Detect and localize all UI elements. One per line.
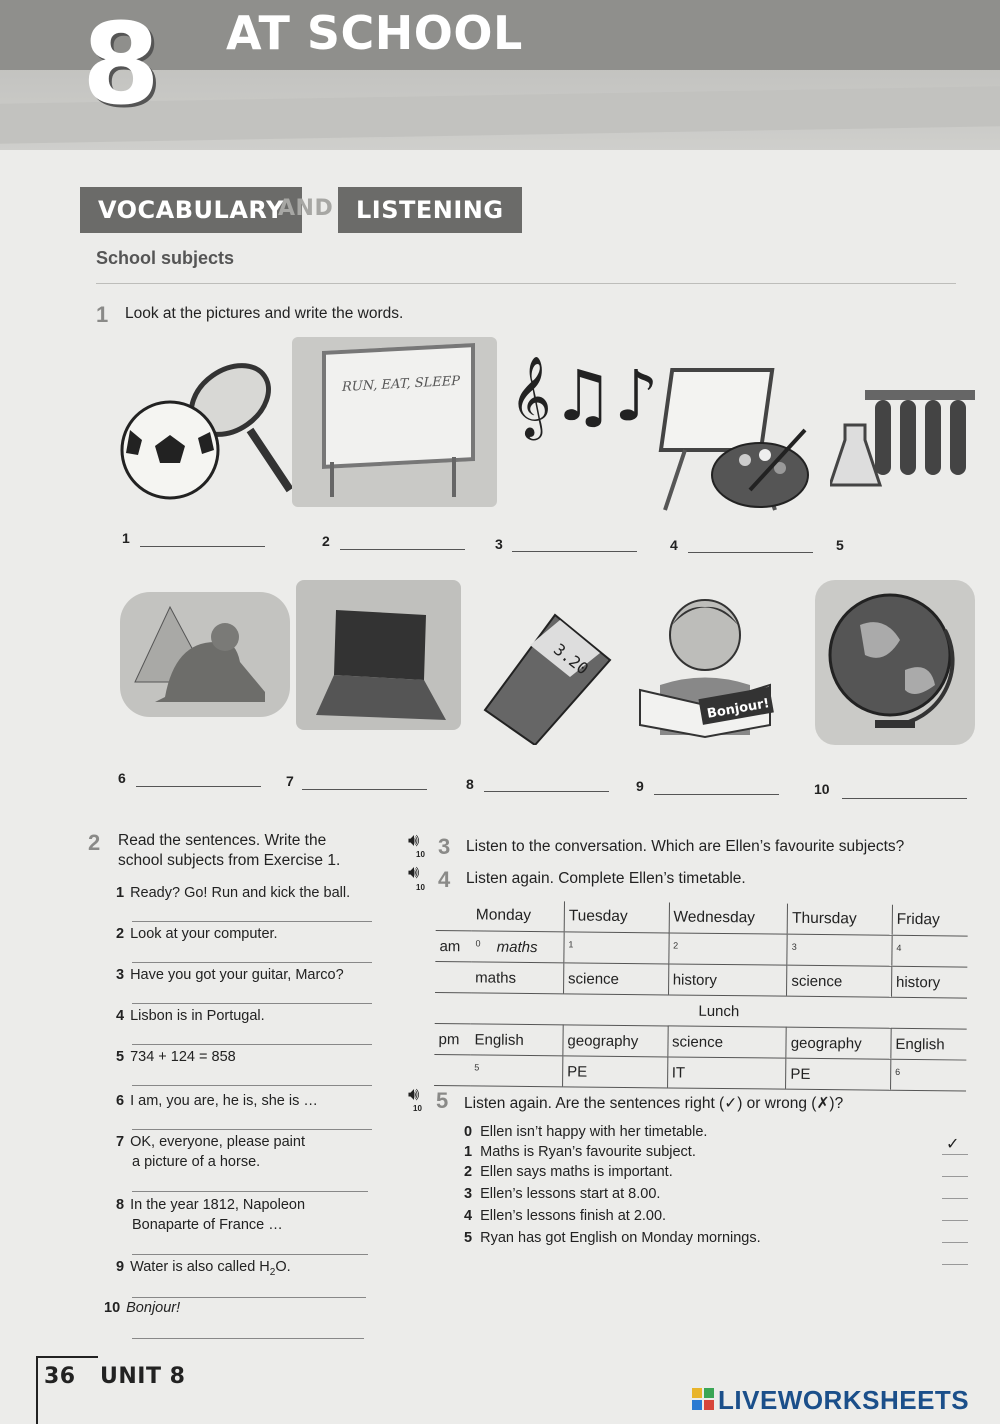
pm-label: pm <box>434 1023 470 1054</box>
ex2-item-9 <box>116 1257 291 1283</box>
timetable-gap-5[interactable]: 5 <box>470 1055 563 1087</box>
ex1-answer-line-9[interactable] <box>654 794 779 795</box>
globe-icon <box>830 595 950 715</box>
unit-number: 8 <box>82 0 161 130</box>
ex5-item-3: 3 Ellen’s lessons start at 8.00. <box>464 1186 661 1202</box>
ex2-answer-line-4[interactable] <box>132 1044 372 1045</box>
ex2-item-text: Look at your computer. <box>130 926 278 942</box>
timetable-cell: English <box>891 1028 967 1060</box>
ex5-answer-0: ✓ <box>946 1136 960 1153</box>
ex2-answer-line-10[interactable] <box>132 1338 364 1339</box>
ex2-item-6 <box>116 1091 318 1111</box>
ex2-item-10 <box>104 1298 180 1318</box>
music-notes-icon: 𝄞♫♪ <box>510 355 659 437</box>
audio-speaker-icon[interactable]: 🔊︎ <box>408 830 420 850</box>
ict-picture <box>296 580 461 730</box>
ex1-number-1: 1 <box>122 530 130 546</box>
timetable <box>434 900 968 1092</box>
ex2-item-number: 7 <box>116 1134 125 1150</box>
ex5-audio-track: 10 <box>413 1104 422 1113</box>
am-label: am <box>435 930 471 961</box>
ex1-number-9: 9 <box>636 778 644 794</box>
whiteboard-text: RUN, EAT, SLEEP <box>342 373 461 395</box>
ex2-instruction-line2: school subjects from Exercise 1. <box>118 852 341 869</box>
section-tag-vocabulary: VOCABULARY <box>80 187 302 233</box>
boy-icon <box>670 600 740 670</box>
ex2-item-text: Ready? Go! Run and kick the ball. <box>130 885 351 901</box>
ex5-item-1: 1 Maths is Ryan’s favourite subject. <box>464 1144 696 1160</box>
timetable-gap-6[interactable]: 6 <box>890 1059 966 1091</box>
ex5-item-4: 4 Ellen’s lessons finish at 2.00. <box>464 1208 667 1224</box>
timetable-gap-2[interactable]: 2 <box>668 933 787 965</box>
timetable-corner <box>436 900 472 931</box>
ex2-item-text: In the year 1812, Napoleon <box>130 1197 306 1213</box>
ex2-item-number: 2 <box>116 926 125 942</box>
section-and: AND <box>278 196 334 221</box>
art-picture <box>655 350 815 520</box>
whiteboard-picture <box>292 337 497 507</box>
ex2-answer-line-7[interactable] <box>132 1191 368 1192</box>
timetable-cell: geography <box>563 1025 668 1057</box>
ex2-item-number: 9 <box>116 1259 125 1275</box>
geography-picture <box>815 580 975 745</box>
ex5-answer-line-4[interactable] <box>942 1242 968 1243</box>
section-tag-listening: LISTENING <box>338 187 522 233</box>
timetable-day: Wednesday <box>669 902 788 934</box>
timetable-cell: geography <box>786 1027 891 1059</box>
ex1-answer-line-7[interactable] <box>302 789 427 790</box>
timetable-lunch: Lunch <box>471 993 967 1029</box>
ex2-item-text: Water is also called H <box>130 1259 270 1275</box>
timetable-cell[interactable]: $^0$ maths <box>471 931 564 963</box>
ex2-item-7 <box>116 1132 305 1172</box>
calculator-display: 3.20 <box>550 639 593 679</box>
laptop-screen-icon <box>334 610 426 680</box>
ex2-item-2 <box>116 924 278 944</box>
ex1-answer-line-8[interactable] <box>484 791 609 792</box>
ex1-number: 1 <box>96 302 109 327</box>
ex1-number-6: 6 <box>118 770 126 786</box>
timetable-cell: maths <box>471 962 564 994</box>
timetable-gap-4[interactable]: 4 <box>892 935 968 967</box>
timetable-cell: English <box>470 1024 563 1056</box>
timetable-example-answer: maths <box>496 938 538 956</box>
ex1-number-3: 3 <box>495 536 503 552</box>
timetable-cell: PE <box>786 1058 891 1090</box>
ex5-item-2: 2 Ellen says maths is important. <box>464 1164 673 1180</box>
timetable-cell: science <box>667 1026 786 1058</box>
unit-title: AT SCHOOL <box>226 6 523 60</box>
section-subtitle: School subjects <box>96 248 235 268</box>
ex4-instruction: Listen again. Complete Ellen’s timetable. <box>466 870 746 887</box>
ex1-answer-line-3[interactable] <box>512 551 637 552</box>
ex3-audio-track: 10 <box>416 850 425 859</box>
ex5-number: 5 <box>436 1088 449 1113</box>
calculator-picture <box>470 605 620 745</box>
ex2-item-text-2: a picture of a horse. <box>132 1154 261 1170</box>
timetable-day: Monday <box>472 900 565 931</box>
h2o-tail: O. <box>275 1259 291 1275</box>
ex1-answer-line-10[interactable] <box>842 798 967 799</box>
watermark: LIVEWORKSHEETS <box>718 1385 970 1415</box>
ex2-item-number: 8 <box>116 1197 125 1213</box>
test-tube-icon <box>875 400 891 475</box>
ex2-item-number: 10 <box>104 1300 121 1316</box>
timetable-cell: history <box>891 966 967 998</box>
timetable-day: Thursday <box>787 904 892 936</box>
ex3-instruction: Listen to the conversation. Which are Ellen’s favourite subjects? <box>466 838 905 855</box>
timetable-cell: science <box>787 965 892 997</box>
ex2-item-3 <box>116 965 344 985</box>
ex1-instruction: Look at the pictures and write the words. <box>125 305 404 322</box>
history-picture <box>115 582 295 722</box>
ex5-answer-line-3[interactable] <box>942 1220 968 1221</box>
ex2-item-text: OK, everyone, please paint <box>130 1134 305 1150</box>
section-divider <box>96 283 956 284</box>
timetable-cell: IT <box>667 1057 786 1089</box>
ex5-answer-line-1[interactable] <box>942 1176 968 1177</box>
easel-canvas-icon <box>661 370 772 450</box>
ex2-item-1 <box>116 883 350 903</box>
ex1-answer-line-6[interactable] <box>136 786 261 787</box>
ex2-item-number: 6 <box>116 1093 125 1109</box>
ex1-number-8: 8 <box>466 776 474 792</box>
timetable-cell: history <box>668 964 787 996</box>
timetable-day: Friday <box>892 905 968 936</box>
ex4-audio-track: 10 <box>416 883 425 892</box>
ex2-item-number: 4 <box>116 1008 125 1024</box>
audio-speaker-icon[interactable]: 🔊︎ <box>408 862 420 882</box>
ex2-item-text-2: Bonaparte of France … <box>132 1217 283 1233</box>
ex5-item-0: 0 Ellen isn’t happy with her timetable. <box>464 1124 708 1140</box>
footer-unit: UNIT 8 <box>100 1364 186 1389</box>
ex2-number: 2 <box>88 830 101 855</box>
ex2-item-number: 5 <box>116 1049 125 1065</box>
ex5-answer-line-2[interactable] <box>942 1198 968 1199</box>
ex5-instruction: Listen again. Are the sentences right (✓) or wrong (✗)? <box>464 1095 844 1112</box>
ex2-answer-line-6[interactable] <box>132 1129 372 1130</box>
ex5-item-5: 5 Ryan has got English on Monday mornings. <box>464 1230 761 1246</box>
ex2-answer-line-2[interactable] <box>132 962 372 963</box>
timetable-gap-3[interactable]: 3 <box>787 934 892 966</box>
ex1-number-7: 7 <box>286 773 294 789</box>
liveworksheets-logo-icon <box>692 1388 714 1410</box>
ex2-instruction-line1: Read the sentences. Write the <box>118 832 327 849</box>
flask-icon <box>830 425 880 485</box>
ex5-answer-line-5[interactable] <box>942 1264 968 1265</box>
page-number: 36 <box>44 1364 76 1389</box>
ex1-answer-line-4[interactable] <box>688 552 813 553</box>
ex5-answer-line-0 <box>942 1154 968 1155</box>
ex2-item-number: 3 <box>116 967 125 983</box>
ex1-answer-line-2[interactable] <box>340 549 465 550</box>
book-cover-text: Bonjour! <box>705 696 771 722</box>
ex2-item-8 <box>116 1195 305 1235</box>
timetable-pm-row-2 <box>434 1054 966 1091</box>
h2o-subscript: 2 <box>269 1266 276 1278</box>
sport-picture <box>110 350 300 500</box>
ex3-number: 3 <box>438 834 451 859</box>
ex4-number: 4 <box>438 867 451 892</box>
ex2-answer-line-8[interactable] <box>132 1254 368 1255</box>
timetable-day: Tuesday <box>564 901 669 933</box>
ex1-number-10: 10 <box>814 781 830 797</box>
french-picture <box>630 585 780 740</box>
ex2-item-text: Bonjour! <box>126 1300 181 1316</box>
ex1-number-5: 5 <box>836 537 844 553</box>
ex2-answer-line-1[interactable] <box>132 921 372 922</box>
ex1-number-4: 4 <box>670 537 678 553</box>
ex1-number-2: 2 <box>322 533 330 549</box>
racket-handle-icon <box>250 430 290 490</box>
ex2-answer-line-5[interactable] <box>132 1085 372 1086</box>
ex2-item-text: Have you got your guitar, Marco? <box>130 967 344 983</box>
ex2-item-5 <box>116 1047 236 1067</box>
timetable-gap-1[interactable]: 1 <box>564 932 669 964</box>
whiteboard-icon <box>322 343 475 469</box>
ex2-answer-line-3[interactable] <box>132 1003 372 1004</box>
ex2-item-text: I am, you are, he is, she is … <box>130 1093 318 1109</box>
audio-speaker-icon[interactable]: 🔊︎ <box>408 1084 420 1104</box>
ex2-item-4 <box>116 1006 265 1026</box>
timetable-cell: PE <box>562 1056 667 1088</box>
ex1-answer-line-1[interactable] <box>140 546 265 547</box>
ex2-item-text: 734 + 124 = 858 <box>130 1049 236 1065</box>
ex2-item-number: 1 <box>116 885 125 901</box>
timetable-cell: science <box>563 963 668 995</box>
ex2-item-text: Lisbon is in Portugal. <box>130 1008 265 1024</box>
science-picture <box>830 360 980 500</box>
